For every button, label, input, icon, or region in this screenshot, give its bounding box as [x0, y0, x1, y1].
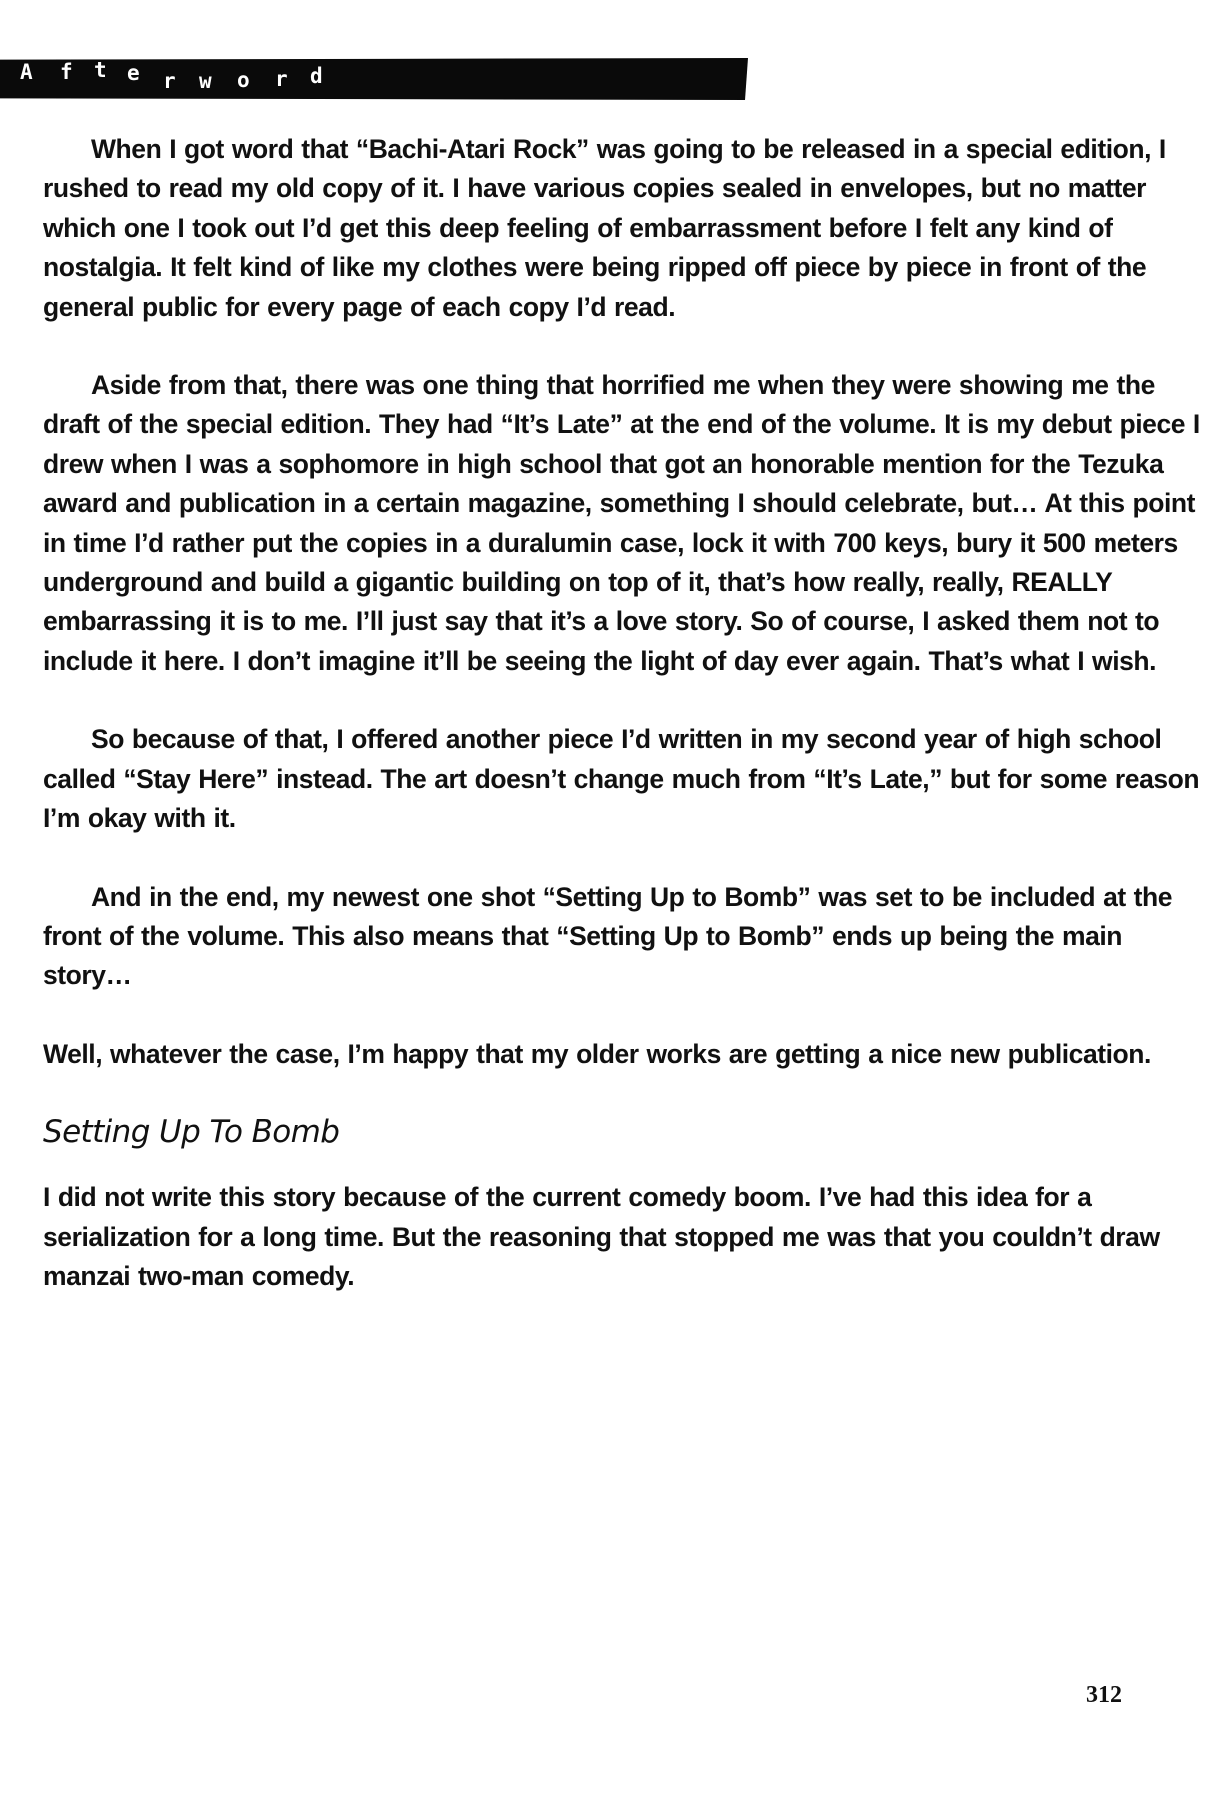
page-number: 312 [1086, 1682, 1122, 1708]
section-heading: Setting Up To Bomb [43, 1114, 340, 1151]
afterword-banner [0, 58, 748, 100]
paragraph-closing: Well, whatever the case, I’m happy that my older works are getting a nice new publication. [43, 1038, 1151, 1069]
banner-letter: r [275, 67, 288, 91]
banner-letter: o [237, 68, 250, 92]
paragraph-special-edition: When I got word that “Bachi-Atari Rock” was going to be released in a special edition, I rushed to read my old copy of it. I have various copies sealed in envelopes, but no matter which one I took out I’d get this deep feeling of embarrassment before I felt any kind of nostalgia. It felt kind of like my clothes were being ripped off piece by piece in front of the general public for every page of each copy I’d read. [43, 134, 1166, 322]
banner-letter: f [60, 60, 73, 84]
paragraph-stay-here: So because of that, I offered another piece I’d written in my second year of high school called “Stay Here” instead. The art doesn’t change much from “It’s Late,” but for some reason I’m okay with it. [43, 724, 1200, 834]
banner-letter: A [20, 60, 33, 84]
afterword-body [43, 130, 1201, 1335]
paragraph-its-late: Aside from that, there was one thing that horrified me when they were showing me the draft of the special edition. They had “It’s Late” at the end of the volume. It is my debut piece I drew when I was a sophomore in high school that got an honorable mention for the Tezuka award and publication in a certain magazine, something I should celebrate, but… At this point in time I’d rather put the copies in a duralumin case, lock it with 700 keys, bury it 500 meters underground and build a gigantic building on top of it, that’s how really, really, REALLY embarrassing it is to me. I’ll just say that it’s a love story. So of course, I asked them not to include it here. I don’t imagine it’ll be seeing the light of day ever again. That’s what I wish. [43, 370, 1200, 676]
section-paragraph: I did not write this story because of the current comedy boom. I’ve had this idea for a serialization for a long time. But the reasoning that stopped me was that you couldn’t draw manzai two-man comedy. [43, 1182, 1160, 1291]
banner-letter: d [310, 64, 323, 88]
banner-letter: w [199, 69, 212, 93]
paragraph-setting-up-to-bomb: And in the end, my newest one shot “Setting Up to Bomb” was set to be included at the front of the volume. This also means that “Setting Up to Bomb” ends up being the main story… [43, 881, 1173, 991]
banner-letter: t [94, 58, 107, 82]
banner-letter: e [127, 61, 140, 85]
banner-letter: r [163, 69, 176, 93]
